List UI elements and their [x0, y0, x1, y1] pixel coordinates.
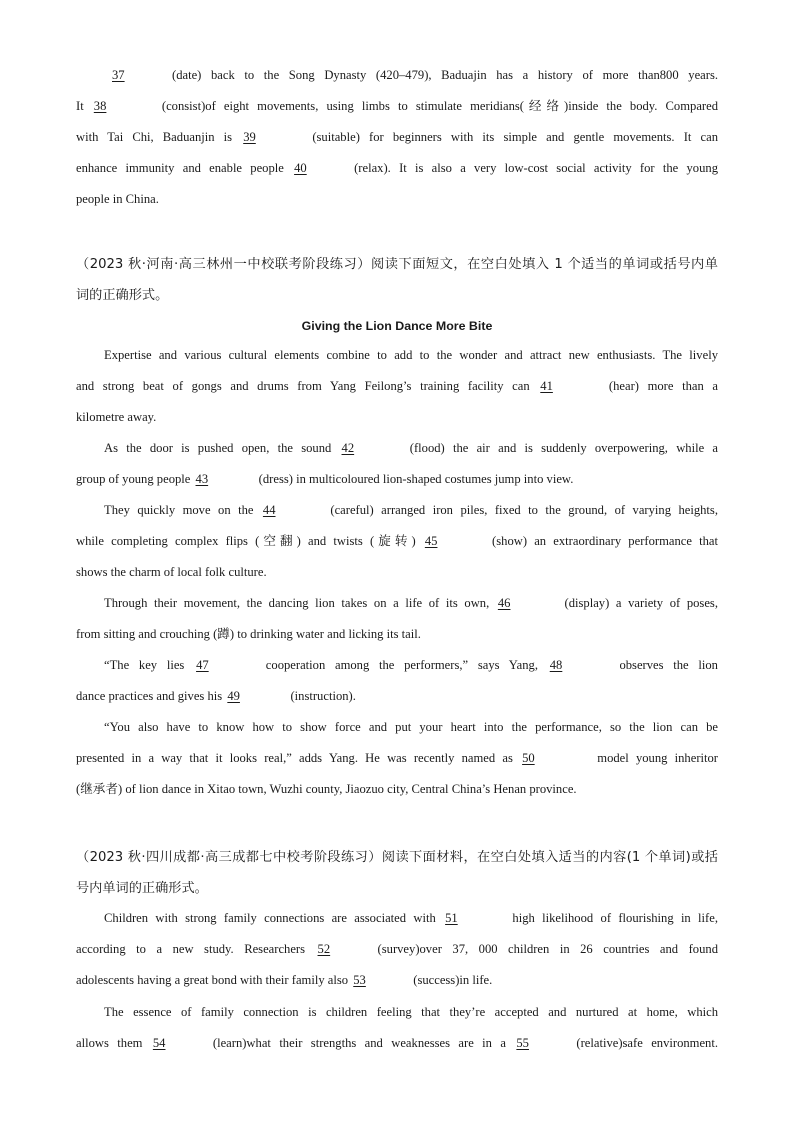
blank-55[interactable]: 55 — [516, 1036, 529, 1050]
passage-line: “You also have to know how to show force and put your heart into the performance, so the lion can be — [104, 720, 718, 734]
passage-line: presented in a way that it looks real,” adds Yang. He was recently named as 50 model young inheritor — [76, 743, 718, 774]
blank-39[interactable]: 39 — [243, 130, 256, 144]
passage-line: people in China. — [76, 192, 159, 206]
passage-line: The essence of family connection is children feeling that they’re accepted and nurtured at home, which — [104, 1005, 718, 1019]
blank-47[interactable]: 47 — [196, 658, 209, 672]
passage-line: from sitting and crouching (蹲) to drinking water and licking its tail. — [76, 627, 421, 641]
blank-37[interactable]: 37 — [112, 68, 125, 82]
passage-line: kilometre away. — [76, 410, 157, 424]
blank-42[interactable]: 42 — [341, 441, 355, 455]
blank-45[interactable]: 45 — [424, 534, 438, 548]
instruction-line: （2023 秋·四川成都·高三成都七中校考阶段练习）阅读下面材料，在空白处填入适当的内容(1 个单词)或括 — [76, 850, 718, 865]
blank-48[interactable]: 48 — [549, 658, 563, 672]
passage-line: allows them 54 (learn)what their strengths and weaknesses are in a 55 (relative)safe environment. — [76, 1028, 718, 1059]
passage-line: group of young people 43 (dress) in multicoloured lion-shaped costumes jump into view. — [76, 464, 718, 495]
passage-line: enhance immunity and enable people 40 (relax). It is also a very low-cost social activity for the young — [76, 153, 718, 184]
passage-line: dance practices and gives his 49 (instruction). — [76, 681, 718, 712]
passage-line: adolescents having a great bond with their family also 53 (success)in life. — [76, 965, 718, 996]
passage-line: As the door is pushed open, the sound 42 (flood) the air and is suddenly overpowering, while a — [76, 433, 718, 464]
passage-line: and strong beat of gongs and drums from Yang Feilong’s training facility can 41 (hear) more than a — [76, 371, 718, 402]
blank-43[interactable]: 43 — [195, 472, 209, 486]
blank-54[interactable]: 54 — [152, 1036, 166, 1050]
passage-line: Through their movement, the dancing lion takes on a life of its own, 46 (display) a variety of poses, — [76, 588, 718, 619]
blank-46[interactable]: 46 — [497, 596, 511, 610]
passage-title: Giving the Lion Dance More Bite — [301, 319, 493, 333]
blank-51[interactable]: 51 — [445, 911, 458, 925]
passage-line: They quickly move on the 44 (careful) arranged iron piles, fixed to the ground, of varying heights, — [76, 495, 718, 526]
passage-line: (继承者) of lion dance in Xitao town, Wuzhi county, Jiaozuo city, Central China’s Henan province. — [76, 782, 577, 796]
passage-line: Expertise and various cultural elements combine to add to the wonder and attract new enthusiasts. The lively — [104, 348, 718, 362]
passage-line: shows the charm of local folk culture. — [76, 565, 267, 579]
blank-52[interactable]: 52 — [317, 942, 331, 956]
passage-line: while completing complex flips (空翻) and twists (旋转) 45 (show) an extraordinary performance that — [76, 526, 718, 557]
instruction-line: 号内单词的正确形式。 — [76, 881, 208, 896]
blank-40[interactable]: 40 — [294, 161, 307, 175]
instruction-line: （2023 秋·河南·高三林州一中校联考阶段练习）阅读下面短文，在空白处填入 1 个适当的单词或括号内单 — [76, 257, 718, 272]
passage-line: “The key lies 47 cooperation among the performers,” says Yang, 48 observes the lion — [76, 650, 718, 681]
blank-38[interactable]: 38 — [93, 99, 107, 113]
blank-49[interactable]: 49 — [227, 689, 240, 703]
blank-41[interactable]: 41 — [540, 379, 553, 393]
blank-53[interactable]: 53 — [353, 973, 366, 987]
passage-line: with Tai Chi, Baduanjin is 39 (suitable) for beginners with its simple and gentle movements. It can — [76, 122, 718, 153]
instruction-line: 词的正确形式。 — [76, 288, 169, 303]
passage-line: according to a new study. Researchers 52 (survey)over 37, 000 children in 26 countries and found — [76, 934, 718, 965]
blank-50[interactable]: 50 — [522, 751, 535, 765]
blank-44[interactable]: 44 — [262, 503, 276, 517]
passage-line: It 38 (consist)of eight movements, using limbs to stimulate meridians(经络)inside the body. Compared — [76, 91, 718, 122]
passage-line: 37 (date) back to the Song Dynasty (420–479), Baduajin has a history of more than800 years. — [76, 60, 718, 91]
passage-line: Children with strong family connections are associated with 51 high likelihood of flourishing in life, — [76, 903, 718, 934]
